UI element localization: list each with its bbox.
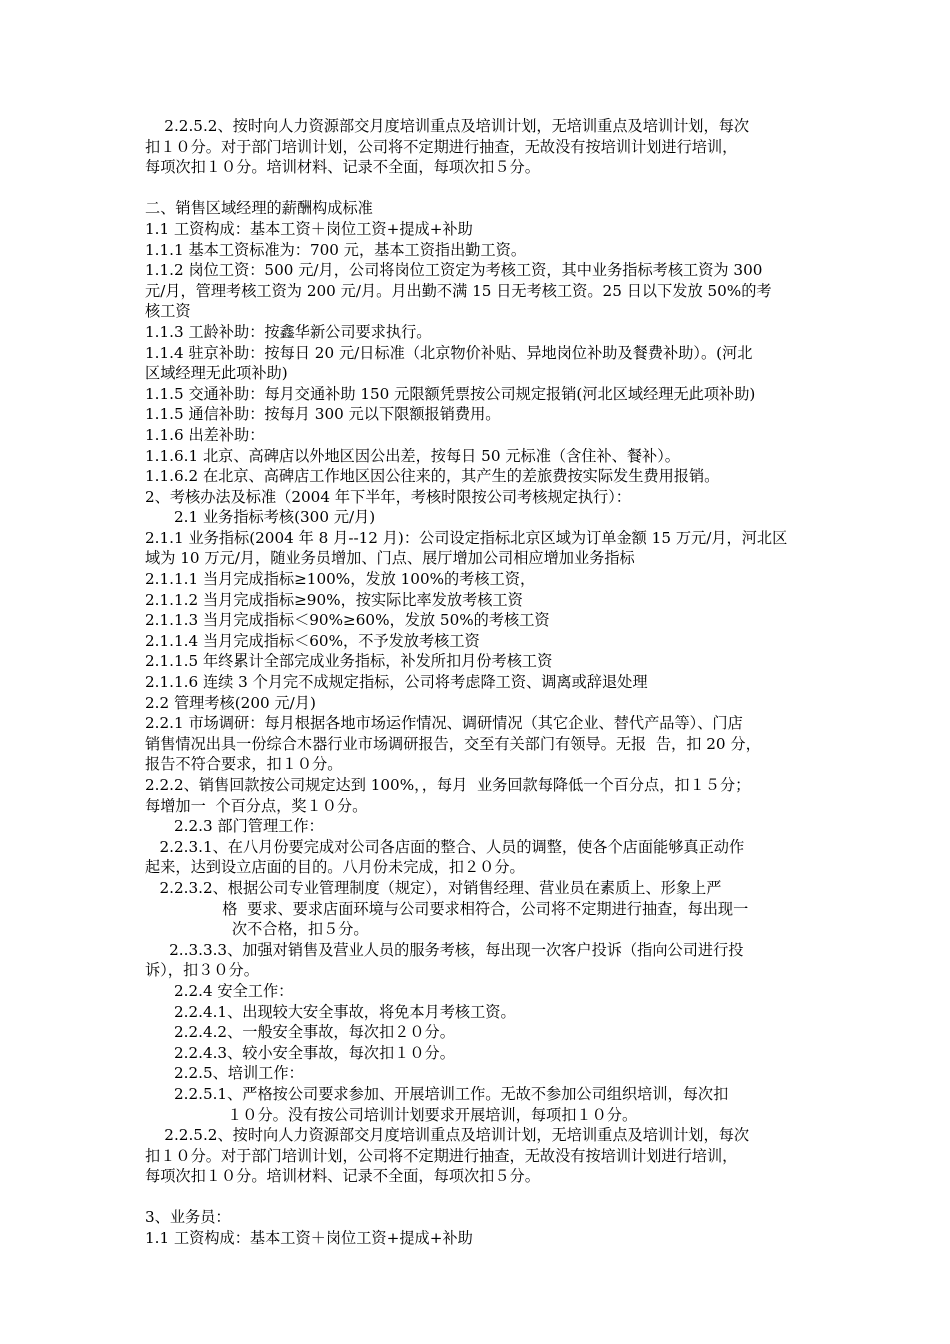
text-line: 销售情况出具一份综合木器行业市场调研报告，交至有关部门有领导。无报 告，扣 20 分， — [145, 734, 761, 753]
text-line: 2.2.3.2、根据公司专业管理制度（规定），对销售经理、营业员在素质上、形象上严 — [145, 878, 722, 897]
text-line: 2.1 业务指标考核(300 元/月) — [145, 508, 376, 527]
text-line: 2.2.5.2、按时向人力资源部交月度培训重点及培训计划，无培训重点及培训计划，每次 — [145, 117, 750, 135]
text-line: 诉），扣３０分。 — [145, 961, 259, 980]
text-line: 报告不符合要求，扣１０分。 — [145, 755, 343, 774]
text-line: 1.1.6 出差补助： — [145, 425, 265, 444]
text-line: 2.2.5、培训工作： — [145, 1064, 304, 1083]
text-line: 1.1 工资构成：基本工资＋岗位工资+提成+补助 — [145, 219, 473, 238]
text-line: 2.1.1.3 当月完成指标＜90%≥60%，发放 50%的考核工资 — [145, 611, 550, 630]
text-line: 2.2.4.2、一般安全事故，每次扣２０分。 — [145, 1023, 455, 1042]
blank-line — [145, 178, 820, 199]
text-line: 2、考核办法及标准（2004 年下半年，考核时限按公司考核规定执行）： — [145, 487, 631, 506]
text-line: 3、业务员： — [145, 1208, 231, 1227]
text-line: 1.1.1 基本工资标准为：700 元，基本工资指出勤工资。 — [145, 240, 527, 259]
text-line: 扣１０分。对于部门培训计划，公司将不定期进行抽查，无故没有按培训计划进行培训， — [145, 1146, 738, 1165]
text-line: 核工资 — [145, 302, 191, 321]
text-line: 1.1.6.2 在北京、高碑店工作地区因公往来的，其产生的差旅费按实际发生费用报销。 — [145, 467, 720, 486]
text-line: 起来，达到设立店面的目的。八月份未完成，扣２０分。 — [145, 858, 525, 877]
text-line: 2.1.1.1 当月完成指标≥100%，发放 100%的考核工资， — [145, 570, 536, 589]
text-line: 2.2 管理考核(200 元/月) — [145, 693, 316, 712]
text-line: 区域经理无此项补助) — [145, 364, 288, 383]
text-line: 2.2.5.1、严格按公司要求参加、开展培训工作。无故不参加公司组织培训，每次扣 — [145, 1084, 729, 1103]
text-line: 每项次扣１０分。培训材料、记录不全面，每项次扣５分。 — [145, 158, 540, 177]
text-line: 每增加一 个百分点，奖１０分。 — [145, 796, 368, 815]
text-line: 2.1.1.5 年终累计全部完成业务指标，补发所扣月份考核工资 — [145, 652, 553, 671]
text-line: 2.2.2、销售回款按公司规定达到 100%，，每月 业务回款每降低一个百分点，扣１５分； — [145, 776, 751, 794]
text-line: 次不合格，扣５分。 — [145, 920, 369, 939]
text-line: 扣１０分。对于部门培训计划，公司将不定期进行抽查，无故没有按培训计划进行培训， — [145, 137, 738, 156]
text-line: 二、销售区域经理的薪酬构成标准 — [145, 199, 373, 218]
text-line: 2.2.3 部门管理工作： — [145, 817, 324, 836]
text-line: 1.1.4 驻京补助：按每日 20 元/日标准（北京物价补贴、异地岗位补助及餐费补助）。(河北 — [145, 343, 753, 362]
text-line: 每项次扣１０分。培训材料、记录不全面，每项次扣５分。 — [145, 1167, 540, 1186]
text-line: １０分。没有按公司培训计划要求开展培训，每项扣１０分。 — [145, 1105, 638, 1124]
text-line: 1.1.5 通信补助：按每月 300 元以下限额报销费用。 — [145, 405, 501, 424]
text-line: 2..3.3.3、加强对销售及营业人员的服务考核，每出现一次客户投诉（指向公司进行投 — [145, 940, 744, 959]
text-line: 2.1.1.4 当月完成指标＜60%，不予发放考核工资 — [145, 631, 480, 650]
text-line: 2.2.1 市场调研：每月根据各地市场运作情况、调研情况（其它企业、替代产品等）、门店 — [145, 714, 743, 733]
text-line: 2.2.3.1、在八月份要完成对公司各店面的整合、人员的调整，使各个店面能够真正动作 — [145, 837, 745, 856]
text-line: 2.2.4 安全工作： — [145, 981, 294, 1000]
text-line: 1.1 工资构成：基本工资＋岗位工资+提成+补助 — [145, 1229, 473, 1248]
text-line: 2.2.4.1、出现较大安全事故，将免本月考核工资。 — [145, 1002, 516, 1021]
blank-line — [145, 1187, 820, 1208]
text-line: 格 要求、要求店面环境与公司要求相符合，公司将不定期进行抽查，每出现一 — [145, 899, 749, 918]
text-line: 1.1.3 工龄补助：按鑫华新公司要求执行。 — [145, 322, 432, 341]
text-line: 元/月，管理考核工资为 200 元/月。月出勤不满 15 日无考核工资。25 日以下发放 50%的考 — [145, 281, 772, 300]
text-line: 2.1.1 业务指标(2004 年 8 月--12 月)：公司设定指标北京区域为订单金额 15 万元/月，河北区 — [145, 528, 788, 547]
text-line: 2.2.4.3、较小安全事故，每次扣１０分。 — [145, 1043, 455, 1062]
text-line: 1.1.2 岗位工资：500 元/月，公司将岗位工资定为考核工资，其中业务指标考核工资为 300 — [145, 261, 763, 280]
text-line: 2.1.1.2 当月完成指标≥90%，按实际比率发放考核工资 — [145, 590, 523, 609]
text-line: 1.1.5 交通补助：每月交通补助 150 元限额凭票按公司规定报销(河北区域经理无此项补助) — [145, 384, 756, 403]
text-line: 2.2.5.2、按时向人力资源部交月度培训重点及培训计划，无培训重点及培训计划，每次 — [145, 1126, 750, 1145]
text-line: 1.1.6.1 北京、高碑店以外地区因公出差，按每日 50 元标准（含住补、餐补）。 — [145, 446, 680, 465]
text-line: 2.1.1.6 连续 3 个月完不成规定指标，公司将考虑降工资、调离或辞退处理 — [145, 673, 648, 692]
text-line: 域为 10 万元/月，随业务员增加、门点、展厅增加公司相应增加业务指标 — [145, 549, 635, 568]
